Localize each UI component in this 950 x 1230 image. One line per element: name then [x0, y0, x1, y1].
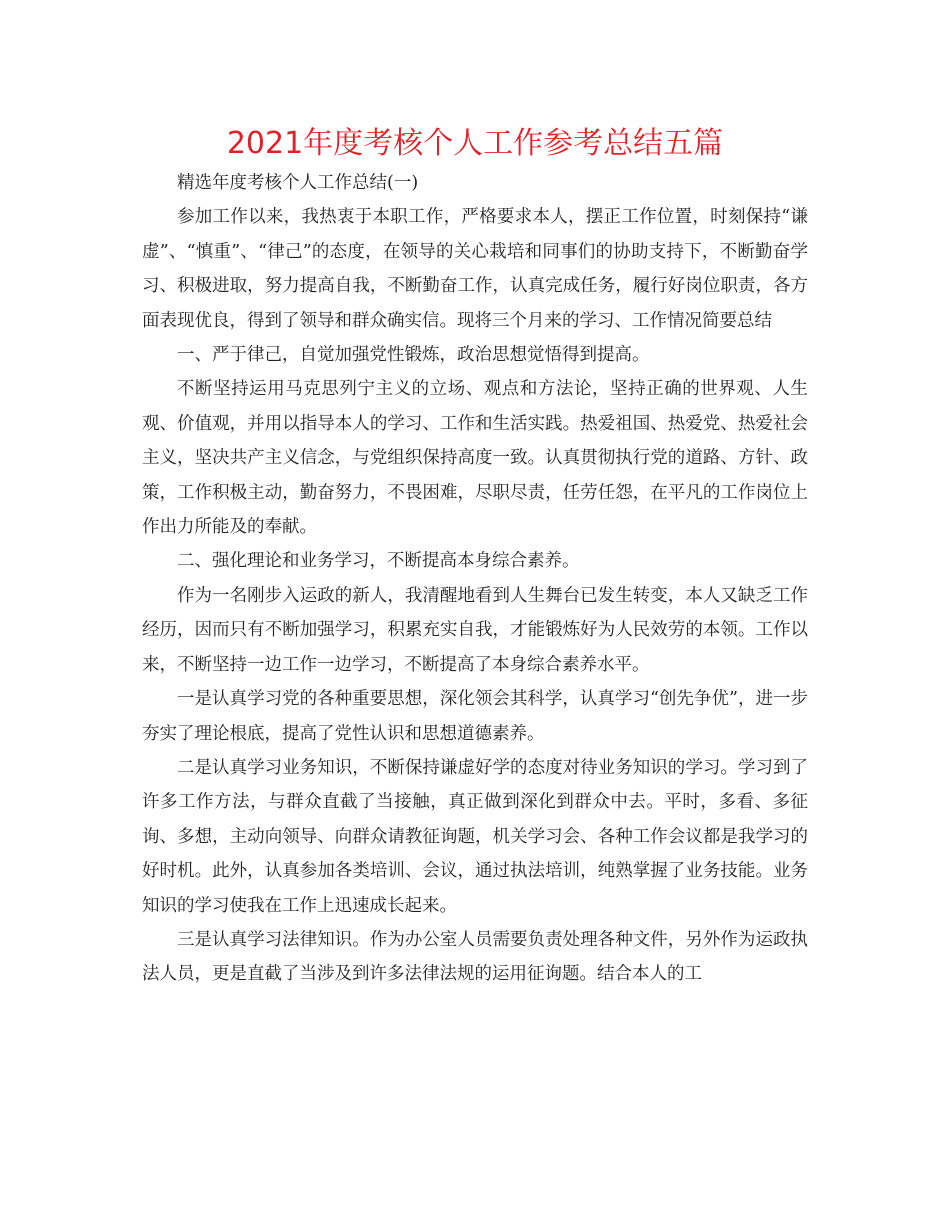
section-heading-2: 一、严于律己，自觉加强党性锻炼，政治思想觉悟得到提高。 — [177, 345, 650, 366]
document-title: 2021年度考核个人工作参考总结五篇 — [226, 126, 724, 161]
body-paragraph: 作为一名刚步入运政的新人，我清醒地看到人生舞台已发生转变，本人又缺乏工作经历，因而只有不断加强学习，积累充实自我，才能锻炼好为人民效劳的本领。工作以来，不断坚持一边工作一边学习，不断提高了本身综合素养水平。 — [142, 585, 808, 675]
section-heading-3: 二、强化理论和业务学习，不断提高本身综合素养。 — [177, 551, 580, 572]
section-heading-1: 精选年度考核个人工作总结(一) — [177, 173, 419, 193]
body-paragraph: 参加工作以来，我热衷于本职工作，严格要求本人，摆正工作位置，时刻保持“谦虚”、“慎重”、“律己”的态度，在领导的关心栽培和同事们的协助支持下，不断勤奋学习、积极进取，努力提高自我，不断勤奋工作，认真完成任务，履行好岗位职责，各方面表现优良，得到了领导和群众确实信。现将三个月来的学习、工作情况简要总结 — [142, 207, 808, 331]
body-paragraph: 二是认真学习业务知识，不断保持谦虚好学的态度对待业务知识的学习。学习到了许多工作方法，与群众直截了当接触，真正做到深化到群众中去。平时，多看、多征询、多想，主动向领导、向群众请教征询题，机关学习会、各种工作会议都是我学习的好时机。此外，认真参加各类培训、会议，通过执法培训，纯熟掌握了业务技能。业务知识的学习使我在工作上迅速成长起来。 — [142, 757, 808, 916]
body-paragraph: 不断坚持运用马克思列宁主义的立场、观点和方法论，坚持正确的世界观、人生观、价值观，并用以指导本人的学习、工作和生活实践。热爱祖国、热爱党、热爱社会主义，坚决共产主义信念，与党组织保持高度一致。认真贯彻执行党的道路、方针、政策，工作积极主动，勤奋努力，不畏困难，尽职尽责，任劳任怨，在平凡的工作岗位上作出力所能及的奉献。 — [142, 379, 808, 538]
document-body — [142, 166, 808, 992]
body-paragraph: 三是认真学习法律知识。作为办公室人员需要负责处理各种文件，另外作为运政执法人员，更是直截了当涉及到许多法律法规的运用征询题。结合本人的工 — [142, 929, 808, 985]
body-paragraph: 一是认真学习党的各种重要思想，深化领会其科学，认真学习“创先争优”，进一步夯实了理论根底，提高了党性认识和思想道德素养。 — [142, 689, 808, 744]
